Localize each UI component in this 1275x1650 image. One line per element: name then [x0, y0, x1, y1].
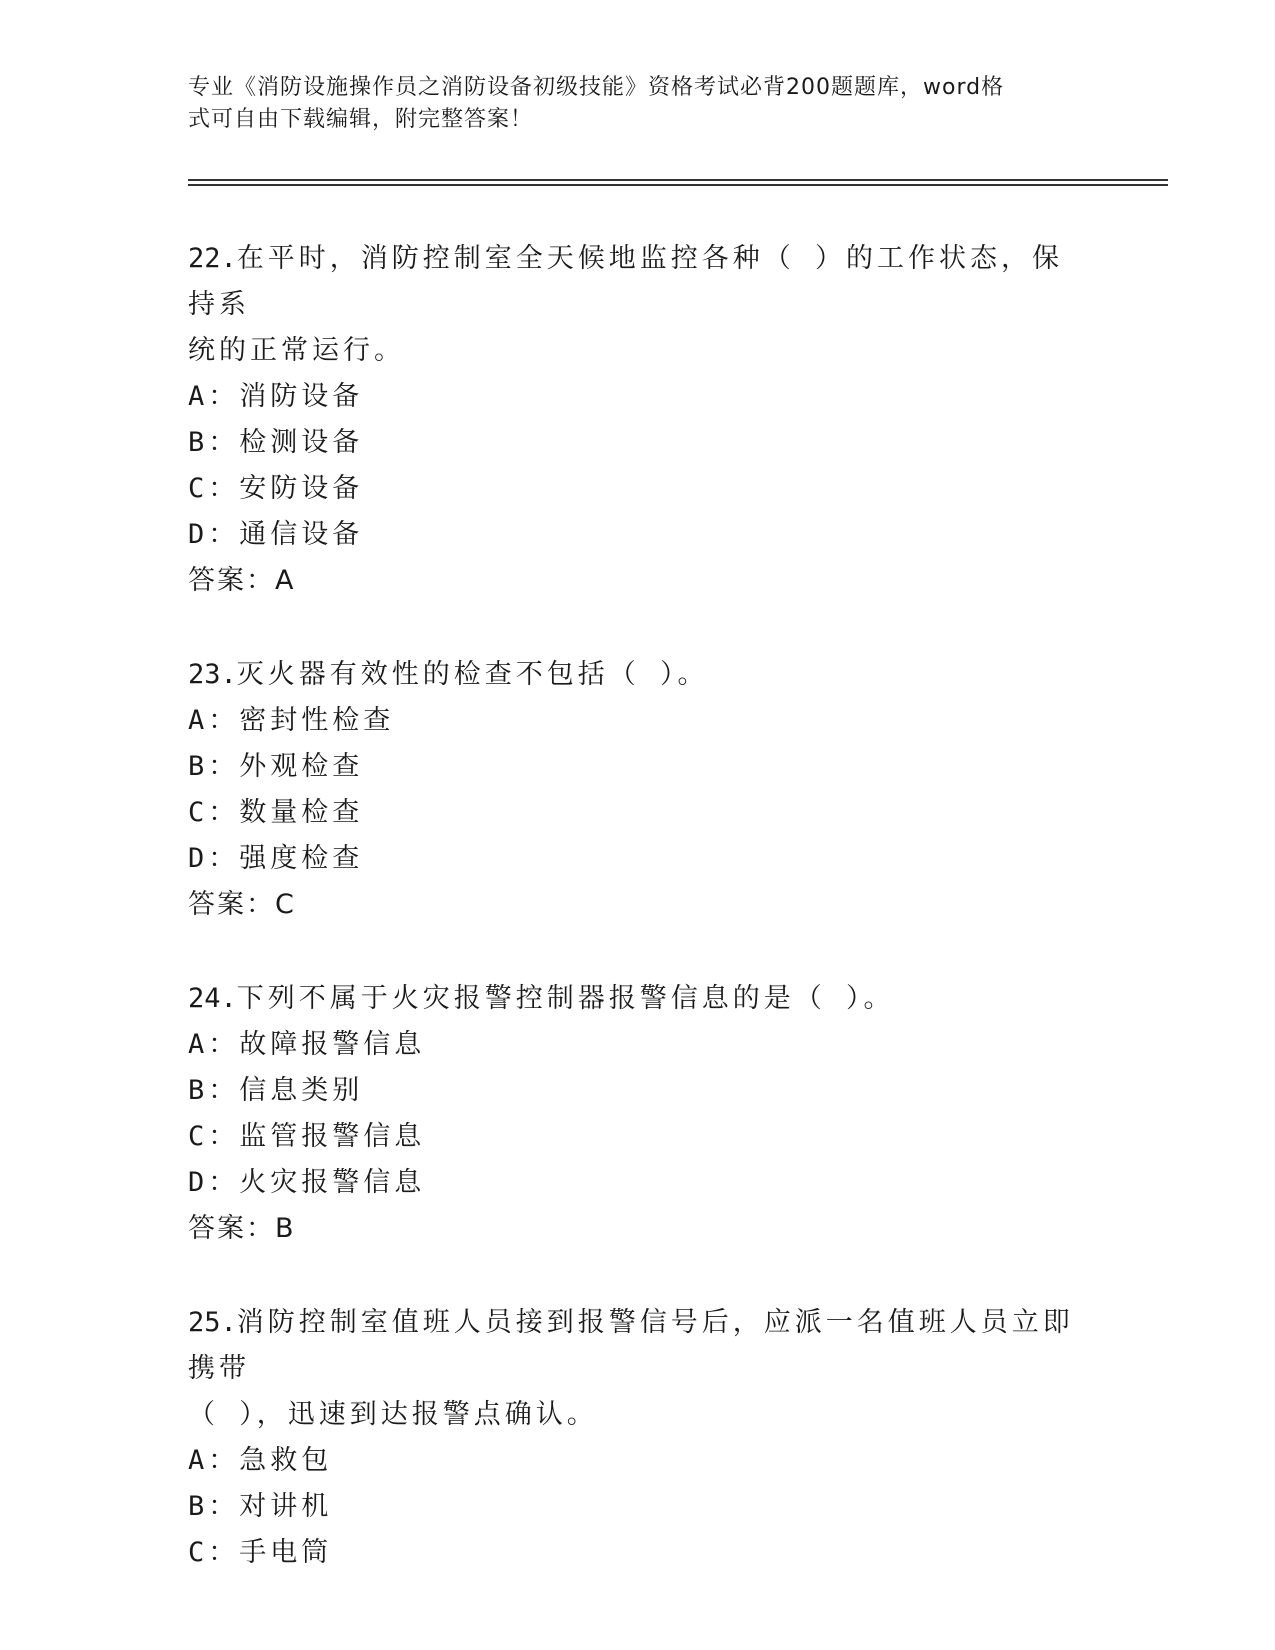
- option-d: [188, 512, 1088, 558]
- option-letter: C：: [188, 473, 240, 504]
- option-letter: D：: [188, 519, 240, 550]
- question-stem-line-1: 灭火器有效性的检查不包括（ ）。: [236, 659, 709, 690]
- option-text: 故障报警信息: [239, 1029, 426, 1060]
- option-letter: C：: [188, 1121, 240, 1152]
- option-c: [188, 466, 1088, 512]
- option-c: [188, 1114, 1088, 1160]
- document-header: [188, 72, 1068, 136]
- option-b: [188, 420, 1088, 466]
- question-stem: [188, 976, 1088, 1022]
- option-text: 对讲机: [239, 1491, 333, 1522]
- option-a: [188, 374, 1088, 420]
- answer-line: 答案：A: [188, 565, 296, 596]
- option-text: 火灾报警信息: [239, 1167, 426, 1198]
- option-letter: A：: [188, 381, 240, 412]
- answer-line: 答案：C: [188, 889, 296, 920]
- option-text: 监管报警信息: [239, 1121, 426, 1152]
- option-letter: A：: [188, 1445, 240, 1476]
- option-b: [188, 1068, 1088, 1114]
- option-a: [188, 698, 1088, 744]
- option-text: 检测设备: [239, 427, 364, 458]
- option-text: 急救包: [239, 1445, 333, 1476]
- header-divider-bottom: [188, 184, 1168, 186]
- option-d: [188, 1160, 1088, 1206]
- option-letter: B：: [188, 1075, 240, 1106]
- option-letter: C：: [188, 797, 240, 828]
- question-stem: [188, 652, 1088, 698]
- option-c: [188, 790, 1088, 836]
- question-number: 23.: [188, 659, 237, 690]
- option-a: [188, 1022, 1088, 1068]
- question-23: [188, 652, 1088, 928]
- question-stem-line-1: 消防控制室值班人员接到报警信号后，应派一名值班人员立即携带: [188, 1307, 1074, 1384]
- question-24: [188, 976, 1088, 1252]
- option-letter: C：: [188, 1537, 240, 1568]
- option-letter: B：: [188, 751, 240, 782]
- question-list: [188, 236, 1088, 1624]
- header-divider-top: [188, 179, 1168, 181]
- option-text: 手电筒: [239, 1537, 333, 1568]
- option-letter: D：: [188, 843, 240, 874]
- question-22: [188, 236, 1088, 604]
- option-text: 安防设备: [239, 473, 364, 504]
- option-b: [188, 1484, 1088, 1530]
- question-stem: [188, 236, 1088, 328]
- option-text: 强度检查: [239, 843, 364, 874]
- header-line-1: 专业《消防设施操作员之消防设备初级技能》资格考试必背200题题库，word格: [188, 75, 1005, 100]
- question-number: 24.: [188, 983, 237, 1014]
- question-number: 25.: [188, 1307, 237, 1338]
- question-stem: [188, 1300, 1088, 1392]
- question-stem-line-1: 下列不属于火灾报警控制器报警信息的是（ ）。: [236, 983, 895, 1014]
- question-stem-line-1: 在平时，消防控制室全天候地监控各种（ ）的工作状态，保持系: [188, 243, 1064, 320]
- option-letter: A：: [188, 1029, 240, 1060]
- question-stem-line-2: 统的正常运行。: [188, 335, 405, 366]
- option-letter: A：: [188, 705, 240, 736]
- option-text: 信息类别: [239, 1075, 364, 1106]
- option-d: [188, 836, 1088, 882]
- option-a: [188, 1438, 1088, 1484]
- option-letter: D：: [188, 1167, 240, 1198]
- option-letter: B：: [188, 1491, 240, 1522]
- question-number: 22.: [188, 243, 237, 274]
- option-letter: B：: [188, 427, 240, 458]
- option-text: 外观检查: [239, 751, 364, 782]
- option-c: [188, 1530, 1088, 1576]
- option-text: 通信设备: [239, 519, 364, 550]
- option-text: 消防设备: [239, 381, 364, 412]
- header-line-2: 式可自由下载编辑，附完整答案！: [188, 107, 534, 132]
- question-stem-line-2: （ ），迅速到达报警点确认。: [188, 1399, 598, 1430]
- option-text: 密封性检查: [239, 705, 395, 736]
- option-b: [188, 744, 1088, 790]
- answer-line: 答案：B: [188, 1213, 296, 1244]
- question-25: [188, 1300, 1088, 1576]
- option-text: 数量检查: [239, 797, 364, 828]
